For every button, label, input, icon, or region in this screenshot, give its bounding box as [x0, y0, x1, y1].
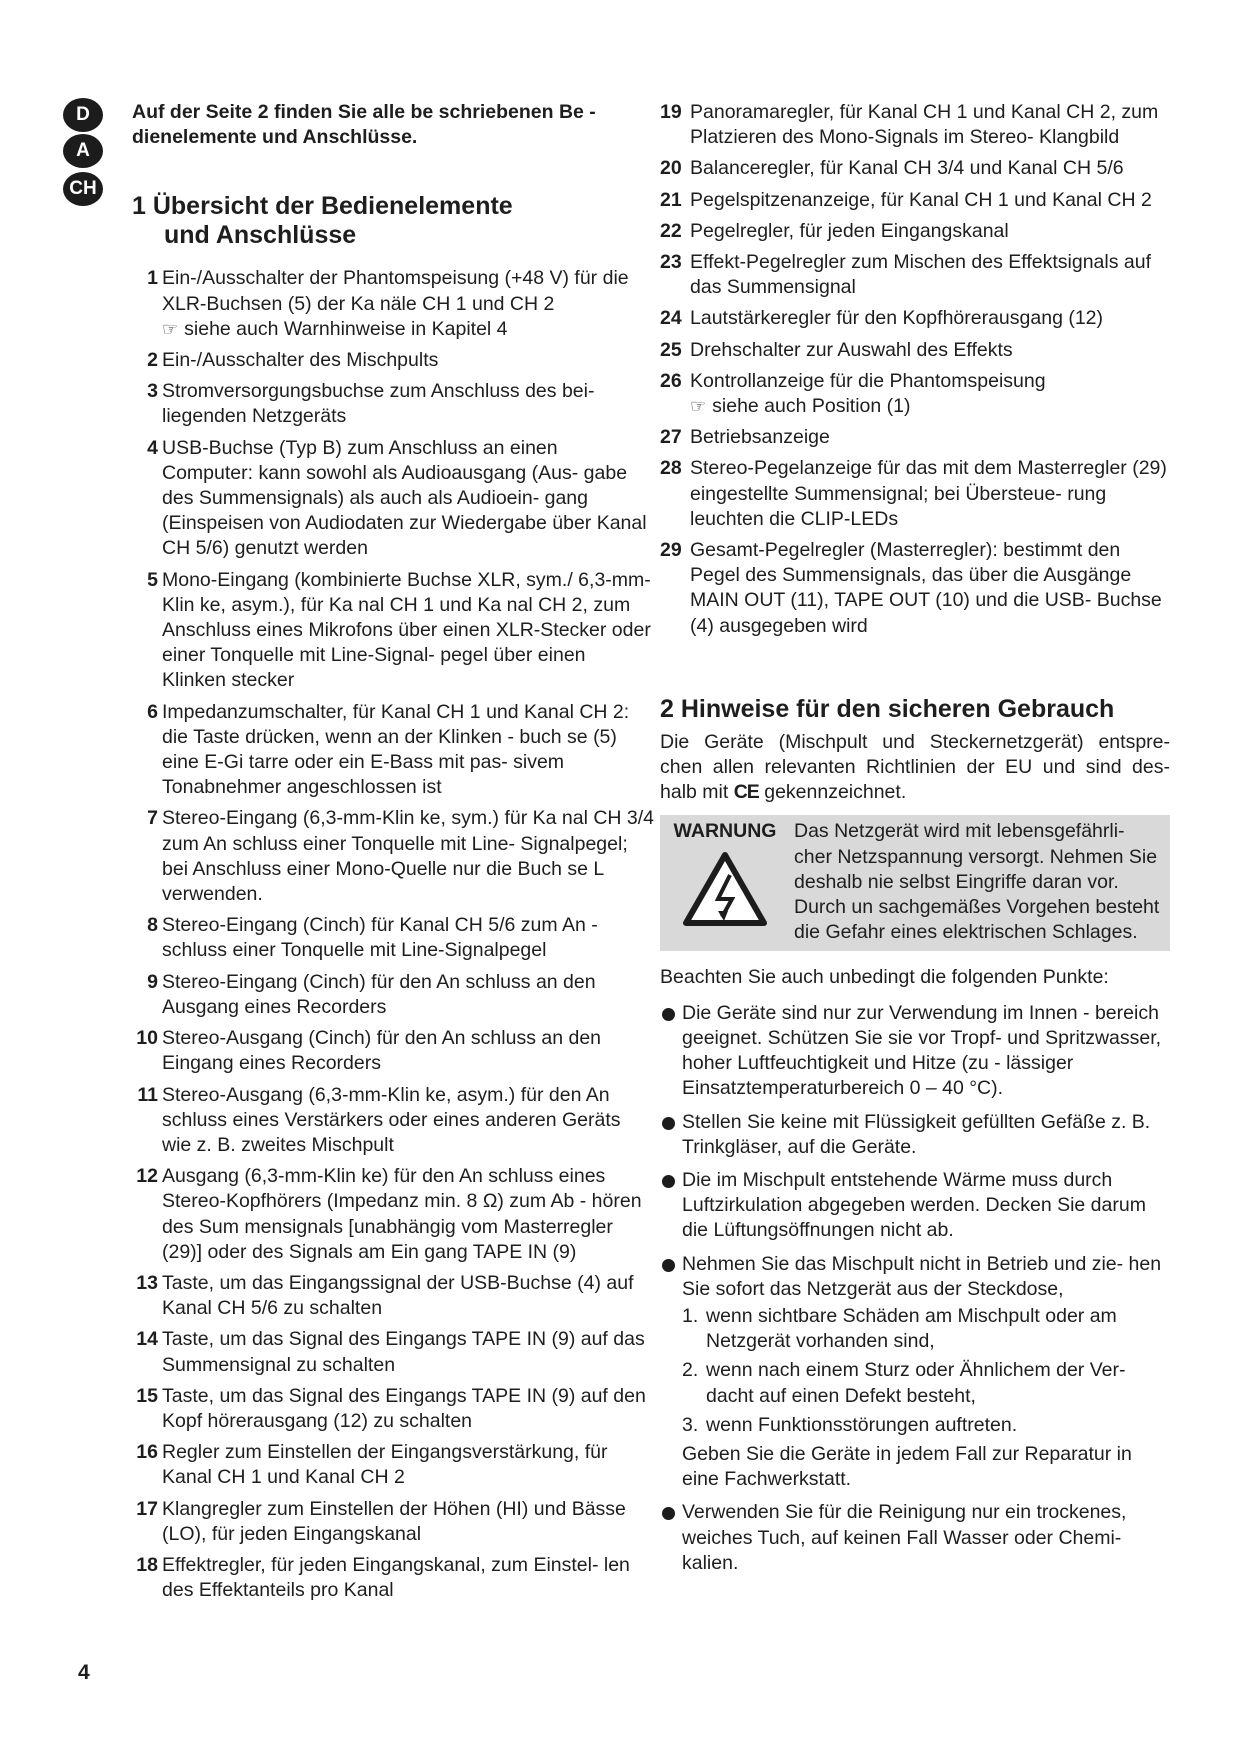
item-number: 8	[147, 914, 158, 937]
control-item-27	[660, 425, 1170, 450]
right-column	[660, 100, 1170, 1584]
item-text: Ausgang (6,3-mm-Klin ke) für den An schluss eines Stereo-Kopfhörers (Impedanz min. 8 Ω) zum Ab - hören des Sum mensignals [unabhängig vom Masterregler (29)] oder des Signals am Ein gang TAPE IN (9)	[162, 1165, 642, 1263]
sub-text: wenn nach einem Sturz oder Ähnlichem der Ver- dacht auf einen Defekt besteht,	[706, 1359, 1126, 1407]
item-text: Pegelspitzenanzeige, für Kanal CH 1 und Kanal CH 2	[690, 188, 1152, 211]
control-item-2	[132, 348, 654, 373]
item-number: 28	[660, 457, 682, 480]
item-text: Mono-Eingang (kombinierte Buchse XLR, sym./ 6,3-mm-Klin ke, asym.), für Ka nal CH 1 und Ka nal CH 2, zum Anschluss eines Mikrofons über einen XLR-Stecker oder einer Tonquelle mit Line-Signal- pegel über einen Klinken stecker	[162, 568, 651, 692]
safety-bullets	[660, 1001, 1170, 1576]
control-item-23	[660, 250, 1170, 300]
item-number: 9	[147, 970, 158, 993]
section2-heading: 2 Hinweise für den sicheren Gebrauch	[660, 694, 1115, 723]
item-number: 29	[660, 539, 682, 562]
control-item-25	[660, 338, 1170, 363]
item-number: 10	[136, 1027, 158, 1050]
item-number: 15	[136, 1384, 158, 1407]
item-number: 24	[660, 307, 682, 330]
badge-a: A	[63, 134, 103, 168]
intro-text: Auf der Seite 2 finden Sie alle be schriebenen Be - dienelemente und Anschlüsse.	[132, 101, 596, 149]
control-item-5	[132, 568, 654, 694]
warning-box	[660, 815, 1170, 951]
item-text: Effektregler, für jeden Eingangskanal, zum Einstel- len des Effektanteils pro Kanal	[162, 1553, 630, 1602]
item-text: Taste, um das Signal des Eingangs TAPE IN (9) auf den Kopf hörerausgang (12) zu schalten	[162, 1384, 646, 1432]
controls-list-left	[132, 266, 654, 1603]
control-item-4	[132, 436, 654, 562]
sub-num: 2.	[682, 1359, 699, 1382]
item-number: 12	[136, 1165, 158, 1188]
warning-label: WARNUNG	[673, 820, 777, 843]
bullet-item-disconnect	[660, 1252, 1170, 1493]
item-number: 11	[137, 1083, 158, 1106]
page-number: 4	[78, 1661, 90, 1684]
item-text: Gesamt-Pegelregler (Masterregler): bestimmt den Pegel des Summensignals, das über die Ausgänge MAIN OUT (11), TAPE OUT (10) und die USB- Buchse (4) ausgegeben wird	[690, 539, 1162, 637]
reference-text: siehe auch Position (1)	[712, 395, 911, 418]
control-item-21	[660, 188, 1170, 213]
item-text: Betriebsanzeige	[690, 426, 830, 449]
control-item-20	[660, 156, 1170, 181]
item-text: Ein-/Ausschalter der Phantomspeisung (+48 V) für die XLR-Buchsen (5) der Ka näle CH 1 und CH 2	[162, 267, 629, 315]
section1-heading	[132, 192, 654, 250]
item-number: 14	[136, 1328, 158, 1351]
sub-num: 1.	[682, 1304, 699, 1327]
item-number: 18	[136, 1553, 158, 1576]
control-item-24	[660, 306, 1170, 331]
warning-side	[666, 819, 784, 945]
bullet-item: Stellen Sie keine mit Flüssigkeit gefüllten Gefäße z. B. Trinkgläser, auf die Geräte.	[660, 1110, 1170, 1160]
section1-title-line2: und Anschlüsse	[164, 221, 357, 250]
control-item-10	[132, 1026, 654, 1076]
high-voltage-warning-icon	[682, 851, 768, 927]
conformity-text-end: gekennzeichnet.	[764, 781, 907, 804]
item-text: Stereo-Eingang (6,3-mm-Klin ke, sym.) für Ka nal CH 3/4 zum An schluss einer Tonquelle mit Line- Signalpegel; bei Anschluss einer Mono-Quelle nur die Buch se L verwenden.	[162, 807, 655, 906]
control-item-12	[132, 1164, 654, 1265]
bullet-item: Die im Mischpult entstehende Wärme muss durch Luftzirkulation abgegeben werden. Decken Sie darum die Lüftungsöffnungen nicht ab.	[660, 1168, 1170, 1244]
item-text: Impedanzumschalter, für Kanal CH 1 und Kanal CH 2: die Taste drücken, wenn an der Klinken - buch se (5) eine E-Gi tarre oder ein E-Bass mit pas- sivem Tonabnehmer angeschlossen ist	[162, 700, 630, 799]
bullet-after-text: Geben Sie die Geräte in jedem Fall zur Reparatur in eine Fachwerkstatt.	[682, 1442, 1132, 1491]
item-text: Klangregler zum Einstellen der Höhen (HI) und Bässe (LO), für jeden Eingangskanal	[162, 1497, 626, 1545]
section1-title-line1: 1 Übersicht der Bedienelemente	[132, 192, 513, 221]
item-number: 13	[136, 1271, 158, 1294]
left-column	[132, 100, 654, 1609]
control-item-29	[660, 538, 1170, 639]
sub-item	[682, 1413, 1170, 1438]
control-item-3	[132, 379, 654, 429]
bullet-text: Nehmen Sie das Mischpult nicht in Betrieb und zie- hen Sie sofort das Netzgerät aus der Steckdose,	[682, 1252, 1162, 1300]
control-item-28	[660, 456, 1170, 532]
item-text: Stereo-Eingang (Cinch) für Kanal CH 5/6 zum An - schluss einer Tonquelle mit Line-Signalpegel	[162, 914, 598, 962]
item-text: Stereo-Ausgang (Cinch) für den An schluss an den Eingang eines Recorders	[162, 1027, 602, 1075]
item-text: Panoramaregler, für Kanal CH 1 und Kanal CH 2, zum Platzieren des Mono-Signals im Stereo- Klangbild	[690, 101, 1159, 149]
item-number: 17	[136, 1497, 158, 1520]
control-item-22	[660, 219, 1170, 244]
control-item-8	[132, 913, 654, 963]
item-text: Stereo-Ausgang (6,3-mm-Klin ke, asym.) für den An schluss eines Verstärkers oder eines anderen Geräts wie z. B. zweites Mischpult	[162, 1083, 621, 1156]
control-item-18	[132, 1553, 654, 1603]
conformity-paragraph	[660, 730, 1170, 806]
control-item-6	[132, 700, 654, 801]
control-item-16	[132, 1440, 654, 1490]
item-number: 4	[147, 436, 158, 459]
item-number: 5	[147, 568, 158, 591]
item-number: 21	[660, 188, 682, 211]
conformity-text: Die Geräte (Mischpult und Steckernetzgerät) entspre- chen allen relevanten Richtlinien der EU und sind des- halb mit	[660, 730, 1170, 804]
item-number: 26	[660, 369, 682, 392]
item-number: 22	[660, 219, 682, 242]
control-item-13	[132, 1271, 654, 1321]
item-number: 23	[660, 251, 682, 274]
control-item-7	[132, 806, 654, 907]
pointing-hand-icon: ☞	[690, 396, 707, 417]
warning-text: Das Netzgerät wird mit lebensgefährli- cher Netzspannung versorgt. Nehmen Sie deshalb nie selbst Eingriffe daran vor. Durch un sachgemäßes Vorgehen besteht die Gefahr eines elektrischen Schlages.	[794, 820, 1160, 944]
item-text: Regler zum Einstellen der Eingangsverstärkung, für Kanal CH 1 und Kanal CH 2	[162, 1441, 608, 1489]
control-item-19	[660, 100, 1170, 150]
sub-text: wenn Funktionsstörungen auftreten.	[706, 1413, 1018, 1436]
bullet-item: Die Geräte sind nur zur Verwendung im Innen - bereich geeignet. Schützen Sie sie vor Tropf- und Spritzwasser, hoher Luftfeuchtigkeit und Hitze (zu - lässiger Einsatztemperaturbereich 0 – 40 °C).	[660, 1001, 1170, 1102]
item-text: Balanceregler, für Kanal CH 3/4 und Kanal CH 5/6	[690, 157, 1124, 180]
item-number: 25	[660, 338, 682, 361]
item-number: 2	[147, 349, 158, 372]
item-text: Effekt-Pegelregler zum Mischen des Effektsignals auf das Summensignal	[690, 251, 1152, 299]
badge-d: D	[63, 98, 103, 132]
item-number: 6	[147, 700, 158, 723]
item-text: Stereo-Pegelanzeige für das mit dem Masterregler (29) eingestellte Summensignal; bei Übersteue- rung leuchten die CLIP-LEDs	[690, 457, 1167, 530]
item-text: Stromversorgungsbuchse zum Anschluss des bei- liegenden Netzgeräts	[162, 380, 595, 428]
badge-ch: CH	[63, 172, 103, 206]
sub-item	[682, 1358, 1170, 1408]
control-item-11	[132, 1083, 654, 1159]
item-text: Pegelregler, für jeden Eingangskanal	[690, 219, 1009, 242]
item-number: 20	[660, 157, 682, 180]
section2	[660, 695, 1170, 1576]
sub-num: 3.	[682, 1413, 699, 1436]
item-text: USB-Buchse (Typ B) zum Anschluss an einen Computer: kann sowohl als Audioausgang (Aus- gabe des Summensignals) als auch als Audioein- gang (Einspeisen von Audiodaten zur Wiedergabe über Kanal CH 5/6) genutzt werden	[162, 436, 647, 560]
item-text: Taste, um das Signal des Eingangs TAPE IN (9) auf das Summensignal zu schalten	[162, 1328, 645, 1376]
control-item-9	[132, 970, 654, 1020]
reference-text: siehe auch Warnhinweise in Kapitel 4	[184, 317, 508, 340]
control-item-14	[132, 1327, 654, 1377]
control-item-26	[660, 369, 1170, 419]
control-item-1	[132, 266, 654, 342]
item-text: Drehschalter zur Auswahl des Effekts	[690, 338, 1013, 361]
item-reference	[162, 317, 654, 342]
sub-item	[682, 1304, 1170, 1354]
sub-list	[682, 1304, 1170, 1438]
item-number: 27	[660, 426, 682, 449]
ce-mark: CE	[733, 781, 759, 804]
item-text: Lautstärkeregler für den Kopfhörerausgang (12)	[690, 307, 1104, 330]
sub-text: wenn sichtbare Schäden am Mischpult oder am Netzgerät vorhanden sind,	[706, 1304, 1117, 1353]
controls-list-right	[660, 100, 1170, 639]
item-number: 16	[136, 1441, 158, 1464]
bullet-item: Verwenden Sie für die Reinigung nur ein trockenes, weiches Tuch, auf keinen Fall Wasser oder Chemi- kalien.	[660, 1500, 1170, 1576]
item-number: 19	[660, 101, 682, 123]
item-text: Taste, um das Eingangssignal der USB-Buchse (4) auf Kanal CH 5/6 zu schalten	[162, 1271, 634, 1320]
control-item-15	[132, 1384, 654, 1434]
item-text: Stereo-Eingang (Cinch) für den An schluss an den Ausgang eines Recorders	[162, 970, 596, 1018]
item-text: Kontrollanzeige für die Phantomspeisung	[690, 369, 1046, 392]
note-paragraph: Beachten Sie auch unbedingt die folgenden Punkte:	[660, 966, 1109, 989]
item-text: Ein-/Ausschalter des Mischpults	[162, 349, 439, 372]
item-reference	[690, 394, 1170, 419]
control-item-17	[132, 1497, 654, 1547]
pointing-hand-icon: ☞	[162, 318, 179, 339]
item-number: 3	[147, 380, 158, 403]
item-number: 1	[147, 267, 158, 290]
item-number: 7	[147, 807, 158, 830]
